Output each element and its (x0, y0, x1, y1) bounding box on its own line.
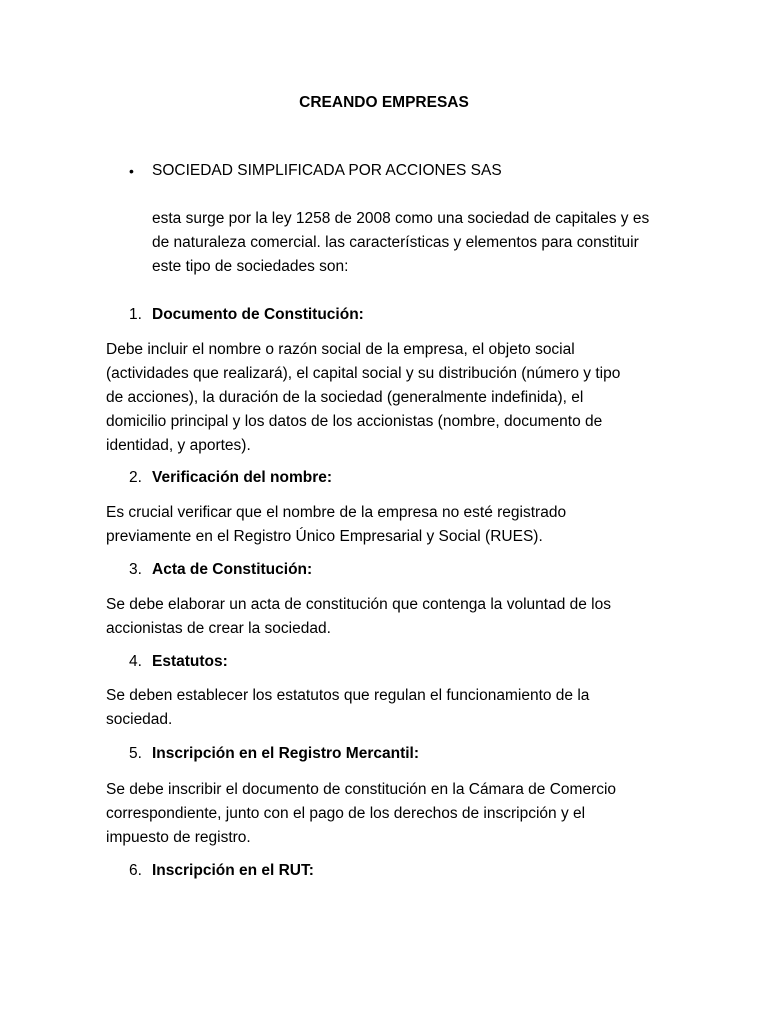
section-paragraph-2 (106, 501, 666, 549)
paragraph-line: identidad, y aportes). (106, 437, 251, 454)
paragraph-line: de acciones), la duración de la sociedad (generalmente indefinida), el (106, 389, 584, 406)
section-heading-5 (129, 744, 419, 764)
section-number: 2. (129, 469, 142, 486)
paragraph-line: sociedad. (106, 711, 173, 728)
paragraph-line: Debe incluir el nombre o razón social de la empresa, el objeto social (106, 341, 575, 358)
section-heading-4 (129, 652, 228, 672)
section-title: Estatutos: (152, 653, 228, 670)
paragraph-line: domicilio principal y los datos de los accionistas (nombre, documento de (106, 413, 603, 430)
section-number: 1. (129, 306, 142, 323)
paragraph-line: accionistas de crear la sociedad. (106, 620, 331, 637)
paragraph-line: (actividades que realizará), el capital social y su distribución (número y tipo (106, 365, 621, 382)
bullet-text: SOCIEDAD SIMPLIFICADA POR ACCIONES SAS (152, 162, 502, 179)
section-title: Inscripción en el RUT: (152, 862, 314, 879)
section-paragraph-4 (106, 684, 666, 732)
section-number: 4. (129, 653, 142, 670)
section-heading-2 (129, 468, 332, 488)
section-title: Verificación del nombre: (152, 469, 333, 486)
paragraph-line: Es crucial verificar que el nombre de la empresa no esté registrado (106, 504, 567, 521)
paragraph-line: previamente en el Registro Único Empresarial y Social (RUES). (106, 528, 543, 545)
section-number: 6. (129, 862, 142, 879)
document-title: CREANDO EMPRESAS (299, 94, 469, 111)
section-paragraph-5 (106, 778, 666, 850)
section-paragraph-1 (106, 338, 666, 458)
section-heading-3 (129, 560, 312, 580)
intro-line: este tipo de sociedades son: (152, 258, 349, 275)
section-title: Acta de Constitución: (152, 561, 313, 578)
paragraph-line: correspondiente, junto con el pago de los derechos de inscripción y el (106, 805, 586, 822)
paragraph-line: Se debe elaborar un acta de constitución que contenga la voluntad de los (106, 596, 611, 613)
section-heading-1 (129, 305, 364, 325)
bullet-marker: • (129, 163, 134, 179)
intro-line: esta surge por la ley 1258 de 2008 como una sociedad de capitales y es (152, 210, 650, 227)
section-paragraph-3 (106, 593, 666, 641)
section-title: Documento de Constitución: (152, 306, 364, 323)
section-number: 5. (129, 745, 142, 762)
section-heading-6 (129, 861, 314, 881)
paragraph-line: Se debe inscribir el documento de constitución en la Cámara de Comercio (106, 781, 617, 798)
section-number: 3. (129, 561, 142, 578)
paragraph-line: impuesto de registro. (106, 829, 251, 846)
paragraph-line: Se deben establecer los estatutos que regulan el funcionamiento de la (106, 687, 590, 704)
intro-line: de naturaleza comercial. las características y elementos para constituir (152, 234, 639, 251)
intro-paragraph (152, 207, 662, 279)
section-title: Inscripción en el Registro Mercantil: (152, 745, 420, 762)
